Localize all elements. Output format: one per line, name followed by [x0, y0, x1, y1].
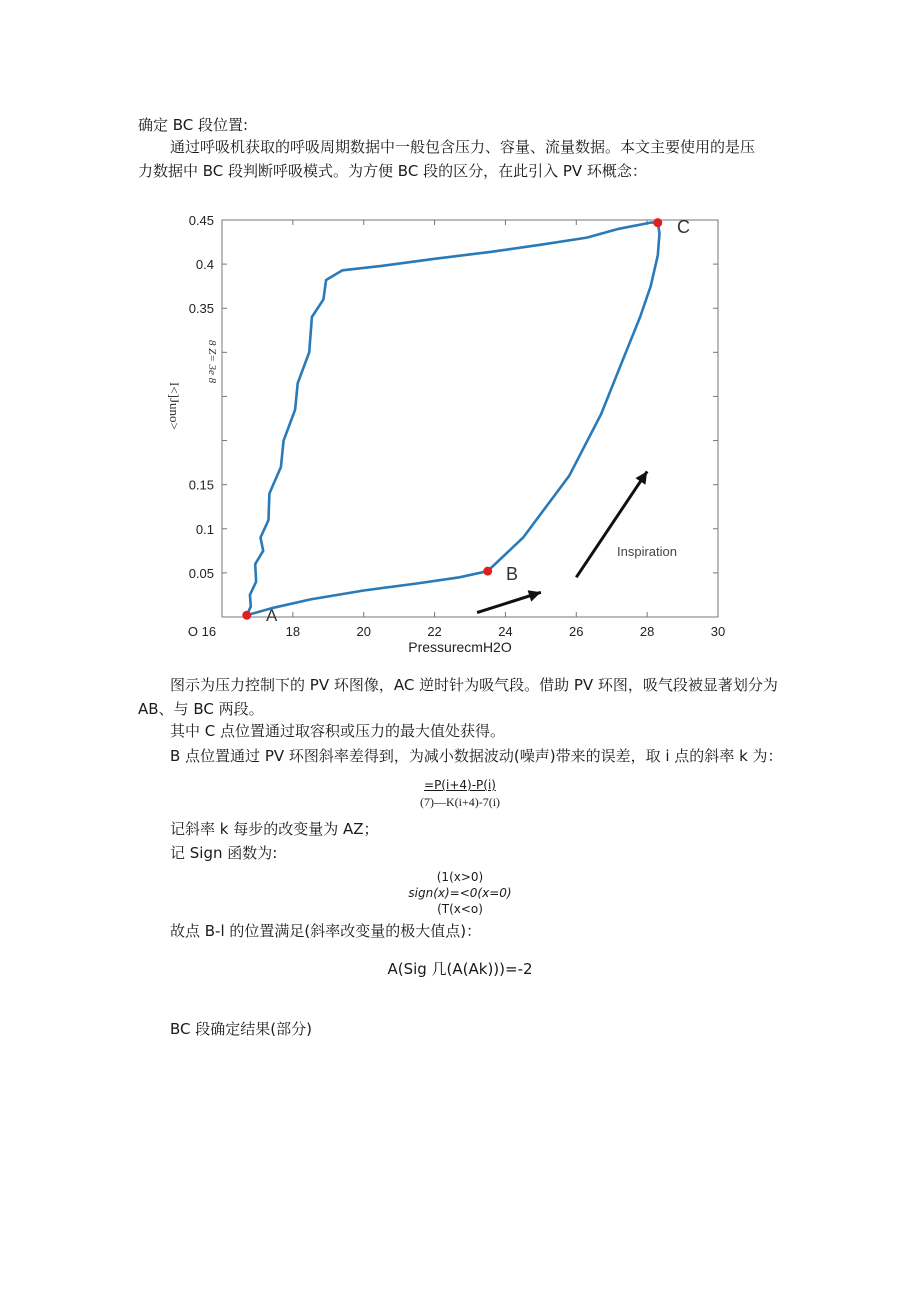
chart-curve [247, 223, 660, 616]
desc-line-1: 图示为压力控制下的 PV 环图像，AC 逆时针为吸气段。借助 PV 环图，吸气段被显著划分为 [170, 676, 778, 694]
y-tick-label: 0.1 [195, 521, 214, 537]
point-label-b: B [506, 564, 519, 584]
c-point-text: 其中 C 点位置通过取容积或压力的最大值处获得。 [170, 722, 506, 740]
y-tick-label: 0.45 [188, 213, 214, 228]
point-label-a: A [266, 606, 278, 625]
sign-definition: 记 Sign 函数为: [170, 844, 278, 862]
point-a [242, 611, 251, 620]
y-axis-label: I<]Juno> [167, 382, 182, 430]
b-condition-text: 故点 B-l 的位置满足(斜率改变量的极大值点)： [170, 922, 482, 940]
point-b [483, 567, 492, 576]
desc-line-2: AB、与 BC 两段。 [138, 700, 264, 718]
x-tick-label: 20 [356, 624, 371, 639]
chart-ticks [188, 213, 725, 639]
section-heading: 确定 BC 段位置: [138, 116, 249, 134]
formula1-bottom: (7)—K(i+4)-7(i) [419, 795, 501, 809]
x-tick-label: O 16 [187, 624, 217, 639]
sign-case-3: (T(x<o) [437, 902, 483, 916]
pv-loop-chart [150, 200, 750, 670]
formula1-top: =P(i+4)-P(i) [424, 778, 496, 792]
annotation-inspiration: Inspiration [617, 544, 677, 559]
result-caption: BC 段确定结果(部分) [170, 1020, 312, 1038]
intro-line-2: 力数据中 BC 段判断呼吸模式。为方便 BC 段的区分，在此引入 PV 环概念： [138, 162, 647, 180]
chart-arrows [477, 471, 647, 612]
x-tick-label: 30 [710, 624, 726, 639]
y-tick-label: 0.15 [188, 477, 214, 493]
sign-case-1: (1(x>0) [436, 870, 484, 884]
delta-definition: 记斜率 k 每步的改变量为 AZ； [170, 820, 379, 838]
y-tick-label: 0.05 [188, 565, 214, 581]
sign-case-2: sign(x)=<0(x=0) [408, 886, 512, 900]
pv-loop-line [247, 223, 660, 616]
y-axis-label-noise: 8 Z= 3e 8 [206, 340, 218, 384]
intro-line-1: 通过呼吸机获取的呼吸周期数据中一般包含压力、容量、流量数据。本文主要使用的是压 [170, 138, 756, 156]
x-tick-label: 18 [285, 624, 301, 639]
y-tick-label: 0.4 [195, 257, 214, 273]
x-tick-label: 24 [498, 624, 513, 639]
point-label-c: C [677, 217, 690, 237]
formula-2: A(Sig 几(A(Ak)))=-2 [387, 960, 533, 978]
y-tick-label: 0.35 [188, 301, 214, 317]
b-point-text: B 点位置通过 PV 环图斜率差得到，为减小数据波动(噪声)带来的误差，取 i 点的斜率 k 为： [170, 747, 783, 765]
point-c [653, 218, 662, 227]
x-axis-label: PressurecmH2O [408, 639, 512, 655]
arrow-shaft [576, 471, 647, 577]
x-tick-label: 26 [569, 624, 584, 639]
x-tick-label: 28 [639, 624, 655, 639]
x-tick-label: 22 [427, 624, 442, 639]
